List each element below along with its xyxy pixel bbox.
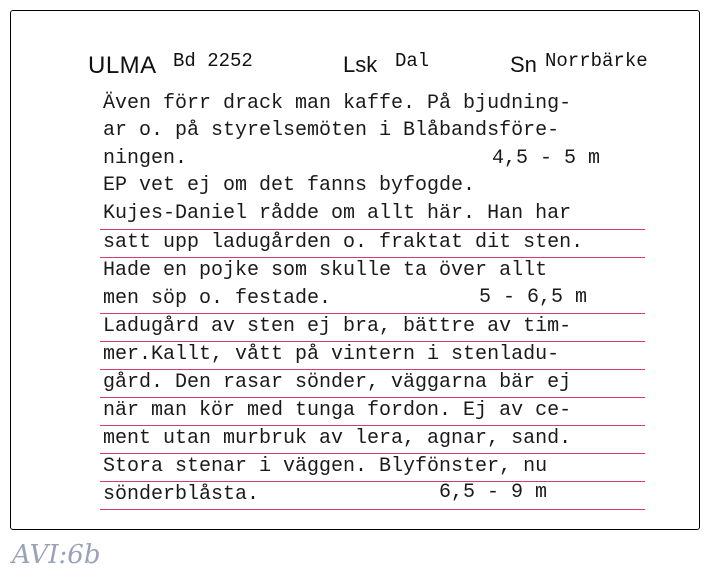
text-line-5: Kujes-Daniel rådde om allt här. Han har [103, 202, 572, 225]
amount-2: 5 - 6,5 m [479, 286, 588, 309]
text-line-13: ment utan murbruk av lera, agnar, sand. [103, 427, 572, 450]
text-line-6: satt upp ladugården o. fraktat dit sten. [103, 231, 584, 254]
underline-4 [100, 341, 645, 342]
underline-2 [100, 257, 645, 258]
archive-name: ULMA [88, 52, 157, 79]
sn-label: Sn [510, 52, 537, 77]
amount-1: 4,5 - 5 m [492, 147, 601, 170]
sn-value: Norrbärke [545, 50, 648, 72]
text-line-15: sönderblåsta. [103, 483, 260, 506]
text-line-4: EP vet ej om det fanns byfogde. [103, 174, 476, 197]
underline-8 [100, 453, 645, 454]
text-line-7: Hade en pojke som skulle ta över allt [103, 259, 548, 282]
underline-10 [100, 509, 645, 510]
text-line-3: ningen. [103, 147, 188, 170]
text-line-1: Även förr drack man kaffe. På bjudning- [103, 92, 572, 115]
text-line-2: ar o. på styrelsemöten i Blåbandsföre- [103, 119, 560, 142]
volume-number: Bd 2252 [173, 50, 253, 72]
text-line-12: när man kör med tunga fordon. Ej av ce- [103, 399, 572, 422]
handwritten-signature: AVI:6b [12, 540, 101, 570]
underline-6 [100, 397, 645, 398]
underline-5 [100, 369, 645, 370]
text-line-14: Stora stenar i väggen. Blyfönster, nu [103, 455, 548, 478]
underline-1 [100, 229, 645, 230]
amount-3: 6,5 - 9 m [439, 481, 548, 504]
text-line-10: mer.Kallt, vått på vintern i stenladu- [103, 343, 560, 366]
underline-9 [100, 481, 645, 482]
underline-7 [100, 425, 645, 426]
text-line-9: Ladugård av sten ej bra, bättre av tim- [103, 315, 572, 338]
lsk-label: Lsk [343, 52, 378, 77]
underline-3 [100, 313, 645, 314]
text-line-8: men söp o. festade. [103, 287, 332, 310]
text-line-11: gård. Den rasar sönder, väggarna bär ej [103, 371, 572, 394]
lsk-value: Dal [395, 50, 430, 72]
